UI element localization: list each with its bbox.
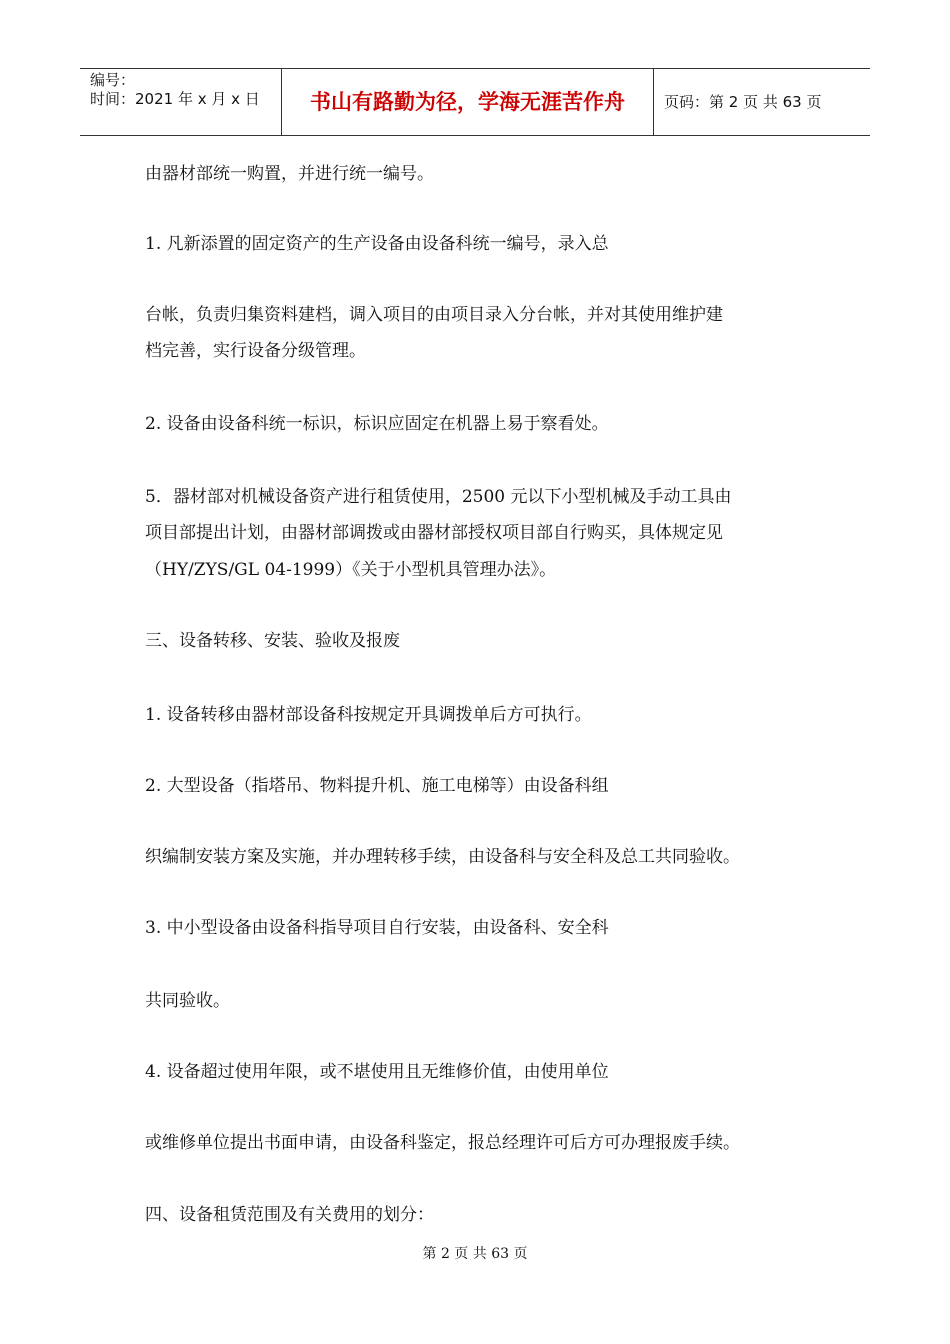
paragraph: 2. 大型设备（指塔吊、物料提升机、施工电梯等）由设备科组 [145, 776, 609, 796]
paragraph: 台帐，负责归集资料建档，调入项目的由项目录入分台帐，并对其使用维护建 [145, 305, 723, 325]
paragraph: 由器材部统一购置，并进行统一编号。 [145, 164, 434, 184]
paragraph: 1. 凡新添置的固定资产的生产设备由设备科统一编号，录入总 [145, 234, 609, 254]
section-heading: 四、设备租赁范围及有关费用的划分： [145, 1205, 434, 1225]
paragraph: 共同验收。 [145, 991, 230, 1011]
header-page-info: 页码：第 2 页 共 63 页 [664, 93, 822, 111]
header-motto: 书山有路勤为径，学海无涯苦作舟 [282, 69, 654, 135]
header-info-cell [80, 69, 282, 135]
paragraph: （HY/ZYS/GL 04-1999）《关于小型机具管理办法》。 [145, 560, 557, 580]
paragraph: 3. 中小型设备由设备科指导项目自行安装，由设备科、安全科 [145, 918, 609, 938]
page-header [80, 68, 870, 136]
paragraph: 档完善，实行设备分级管理。 [145, 341, 366, 361]
paragraph: 2. 设备由设备科统一标识，标识应固定在机器上易于察看处。 [145, 414, 609, 434]
paragraph: 5．器材部对机械设备资产进行租赁使用，2500 元以下小型机械及手动工具由 [145, 487, 732, 507]
paragraph: 织编制安装方案及实施，并办理转移手续，由设备科与安全科及总工共同验收。 [145, 847, 740, 867]
document-date: 时间：2021 年 x 月 x 日 [90, 90, 260, 108]
paragraph: 项目部提出计划，由器材部调拨或由器材部授权项目部自行购买，具体规定见 [145, 523, 723, 543]
paragraph: 1. 设备转移由器材部设备科按规定开具调拨单后方可执行。 [145, 705, 592, 725]
page-footer: 第 2 页 共 63 页 [422, 1246, 528, 1262]
document-number-label: 编号： [90, 71, 136, 89]
paragraph: 4. 设备超过使用年限，或不堪使用且无维修价值，由使用单位 [145, 1062, 609, 1082]
section-heading: 三、设备转移、安装、验收及报废 [145, 631, 400, 651]
paragraph: 或维修单位提出书面申请，由设备科鉴定，报总经理许可后方可办理报废手续。 [145, 1133, 740, 1153]
